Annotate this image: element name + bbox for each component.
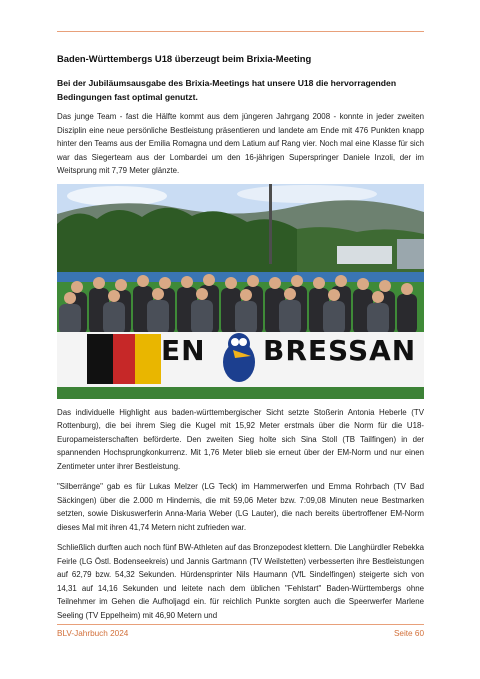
- footer-publication: BLV-Jahrbuch 2024: [57, 629, 129, 638]
- footer-rule: [57, 624, 424, 625]
- article-paragraph: Schließlich durften auch noch fünf BW-Athleten auf das Bronzepodest klettern. Die Langhürdler Rebekka Feirle (LG Östl. Bodenseekreis) und Jannis Gartmann (TV Weilstetten) verbesserten ihre Bestleistungen auf 62,79 bzw. 54,32 Sekunden. Hürdensprinter Nils Haumann (VfL Sindelfingen) steigerte sich von 14,31 auf 14,16 Sekunden und leitete nach dem üblichen "Fehlstart" Baden-Württembergs ohne Teilnehmer im Gehen die Aufholjagd ein. für reichlich Punkte sorgten auch die Speerwerfer Marlene Seeling (TV Eppelheim) mit 46,90 Metern und: [57, 543, 424, 620]
- article: [57, 52, 424, 622]
- banner-text-right: BRESSAN: [263, 333, 417, 367]
- article-lead: Bei der Jubiläumsausgabe des Brixia-Meetings hat unsere U18 die hervorragenden Bedingungen fast optimal genutzt.: [57, 78, 397, 102]
- team-photo: [57, 184, 424, 399]
- article-paragraph: Das junge Team - fast die Hälfte kommt aus dem jüngeren Jahrgang 2008 - konnte in jeder zweiten Disziplin eine neue persönliche Bestleistung präsentieren und landete am Ende mit 476 Punkten knapp hinter den Teams aus der Emilia Romagna und dem Latium auf Rang vier. Noch mal eine Klasse für sich war das Siegerteam aus der Lombardei um den 16-jährigen Superspringer Daniele Inzoli, der im Weitsprung mit 7,79 Meter glänzte.: [57, 112, 424, 175]
- article-title: Baden-Württembergs U18 überzeugt beim Brixia-Meeting: [57, 53, 312, 64]
- banner-text-left: EN: [161, 333, 206, 367]
- footer-page-number: Seite 60: [393, 629, 424, 638]
- article-paragraph: Das individuelle Highlight aus baden-württembergischer Sicht setzte Stoßerin Antonia Heberle (TV Rottenburg), die bei ihrem Sieg die Kugel mit 15,92 Meter erstmals über die Norm für die U18-Europameisterschaften beförderte. Den zweiten Sieg holte sich Sina Stoll (TB Tailfingen) in der spannenden Hochsprungkonkurrenz. Mit 1,76 Meter blieb sie erneut über der EM-Norm und nur einen Zentimeter unter ihrer Bestleistung.: [57, 407, 424, 471]
- header-rule: [57, 31, 424, 32]
- article-paragraph: "Silberränge" gab es für Lukas Melzer (LG Teck) im Hammerwerfen und Emma Rohrbach (TV Bad Säckingen) über die 2.000 m Hindernis, die mit 59,06 Meter bzw. 7:09,08 Minuten neue Bestmarken setzten, sowie Diskuswerferin Anna-Maria Weber (LG Lauter), die nach bereits übertroffener EM-Norm dieses Mal mit ihren 41,74 Metern nicht zufrieden war.: [57, 482, 424, 532]
